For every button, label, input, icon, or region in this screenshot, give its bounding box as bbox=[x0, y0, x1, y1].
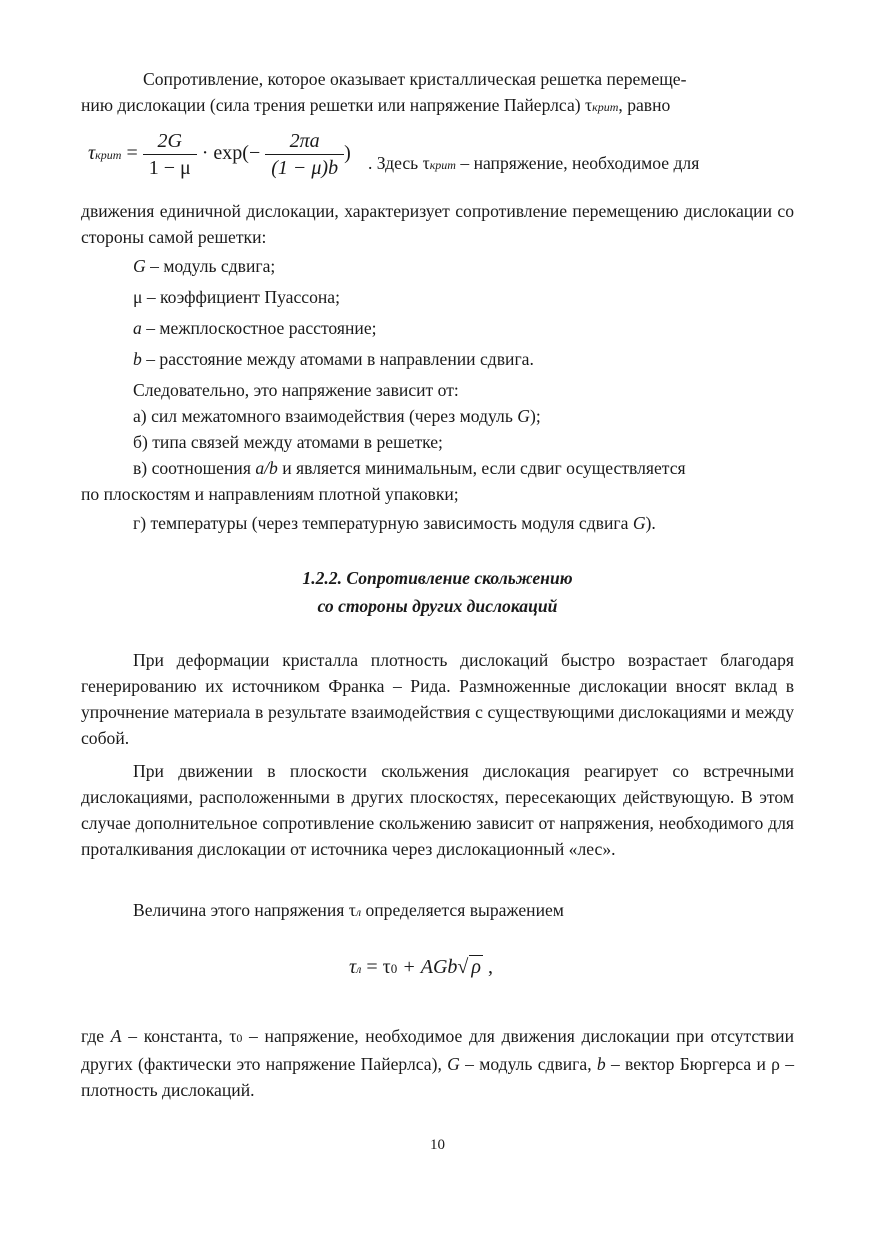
definition-symbol: G bbox=[133, 256, 146, 276]
intro-line-1: Сопротивление, которое оказывает кристаллическая решетка перемеще- bbox=[143, 69, 687, 89]
section-heading bbox=[81, 564, 794, 620]
formula2-rho: ρ bbox=[471, 956, 481, 978]
definition-text: – расстояние между атомами в направлении сдвига. bbox=[141, 349, 534, 369]
list-item-g-symbol: G bbox=[632, 513, 646, 533]
definition-symbol: b bbox=[133, 349, 142, 369]
fraction-2g-denominator: 1 − μ bbox=[148, 157, 191, 179]
formula-equals: = bbox=[121, 142, 143, 165]
list-item-g-end: ). bbox=[645, 513, 656, 533]
definition-G bbox=[133, 253, 793, 279]
formula2-comma: , bbox=[482, 956, 493, 978]
fraction-2g bbox=[143, 128, 197, 181]
list-item-v-symbol: a/b bbox=[255, 458, 278, 478]
explanation-subscript: крит bbox=[429, 158, 456, 172]
fraction-2g-numerator: 2G bbox=[143, 128, 197, 155]
intro-line-2-end: , равно bbox=[618, 95, 671, 115]
consequently-line: Следовательно, это напряжение зависит от: bbox=[133, 380, 459, 400]
definition-a bbox=[133, 315, 793, 341]
formula2-lhs: τ bbox=[349, 956, 357, 978]
list-item-v bbox=[133, 455, 793, 481]
list-item-a-text: а) сил межатомного взаимодействия (через модуль bbox=[133, 406, 518, 426]
page-number: 10 bbox=[430, 1137, 445, 1153]
formula-close-paren: ) bbox=[344, 142, 351, 165]
paragraph-3-end: определяется выражением bbox=[361, 900, 564, 920]
final-symbol-A: A bbox=[110, 1026, 122, 1046]
paragraph-3 bbox=[133, 897, 793, 925]
definition-mu bbox=[133, 284, 793, 310]
list-item-g-text: г) температуры (через температурную зависимость модуля сдвига bbox=[133, 513, 633, 533]
definition-text: – межплоскостное расстояние; bbox=[141, 318, 377, 338]
list-item-g bbox=[133, 510, 793, 536]
fraction-2pia-denominator: (1 − μ)b bbox=[271, 157, 339, 179]
paragraph-1: При деформации кристалла плотность дислокаций быстро возрастает благодаря генерированию их источником Франка – Рида. Размноженные дислокации вносят вклад в упрочнение материала в результате взаимодействия с существующими дислокациями и между собой. bbox=[81, 650, 794, 748]
final-symbol-b: b bbox=[596, 1054, 606, 1074]
definition-symbol: μ bbox=[133, 287, 143, 307]
paragraph-2: При движении в плоскости скольжения дислокация реагирует со встречными дислокациями, расположенными в других плоскостях, пересекающих действующую. В этом случае дополнительное сопротивление скольжению зависит от напряжения, необходимого для проталкивания дислокации от источника через дислокационный «лес». bbox=[81, 761, 794, 859]
peierls-stress-formula bbox=[88, 128, 351, 188]
definition-text: – коэффициент Пуассона; bbox=[142, 287, 341, 307]
formula2-lhs-subscript: л bbox=[356, 962, 362, 976]
final-text-4: – модуль сдвига, bbox=[459, 1054, 597, 1074]
list-item-a-symbol: G bbox=[517, 406, 530, 426]
final-paragraph bbox=[81, 1023, 794, 1103]
definition-symbol: a bbox=[133, 318, 142, 338]
list-item-v-end: и является минимальным, если сдвиг осуществляется bbox=[277, 458, 686, 478]
formula2-tau0: = τ bbox=[361, 956, 391, 978]
section-heading-line-2: со стороны других дислокаций bbox=[317, 596, 558, 616]
formula-explanation bbox=[368, 150, 794, 178]
formula-lhs-subscript: крит bbox=[95, 148, 122, 163]
formula-exp: · exp(− bbox=[201, 142, 261, 165]
formula2-agb: + AGb bbox=[397, 956, 458, 978]
final-text-3: – напряжение, необходимое для движения дислокации при отсутствии других (фактически это напряжение Пайерлса), bbox=[81, 1026, 794, 1074]
final-symbol-G: G bbox=[447, 1054, 460, 1074]
formula-lhs: τ bbox=[88, 142, 96, 165]
forest-stress-formula bbox=[349, 955, 493, 979]
explanation-text-1: . Здесь τ bbox=[368, 153, 430, 173]
intro-paragraph bbox=[81, 66, 794, 120]
paragraph-3-text: Величина этого напряжения τ bbox=[133, 900, 356, 920]
list-item-b: б) типа связей между атомами в решетке; bbox=[133, 432, 443, 452]
final-text-5: – вектор Бюргерса и ρ – плотность дислокаций. bbox=[81, 1054, 794, 1100]
intro-line-2 bbox=[81, 92, 794, 120]
final-subscript-0: 0 bbox=[236, 1031, 243, 1045]
description-paragraph: движения единичной дислокации, характеризует сопротивление перемещению дислокации со стороны самой решетки: bbox=[81, 201, 794, 247]
final-text-2: – константа, τ bbox=[121, 1026, 237, 1046]
sqrt-sign: √ bbox=[457, 956, 469, 978]
fraction-2pia-numerator: 2πa bbox=[265, 128, 344, 155]
intro-line-2-text: нию дислокации (сила трения решетки или напряжение Пайерлса) τ bbox=[81, 95, 593, 115]
list-item-a bbox=[133, 403, 793, 429]
explanation-text-2: – напряжение, необходимое для bbox=[455, 153, 700, 173]
list-item-a-end: ); bbox=[529, 406, 541, 426]
section-heading-line-1: 1.2.2. Сопротивление скольжению bbox=[302, 568, 573, 588]
formula2-tau0-subscript: 0 bbox=[390, 961, 398, 976]
final-text-1: где bbox=[81, 1026, 111, 1046]
list-item-v-text: в) соотношения bbox=[133, 458, 256, 478]
definition-text: – модуль сдвига; bbox=[145, 256, 276, 276]
list-item-v-line-2: по плоскостям и направлениям плотной упаковки; bbox=[81, 484, 459, 504]
fraction-2pia bbox=[265, 128, 344, 181]
paragraph-3-subscript: л bbox=[355, 905, 362, 919]
definition-b bbox=[133, 346, 793, 372]
tau-krit-subscript: крит bbox=[592, 100, 619, 114]
